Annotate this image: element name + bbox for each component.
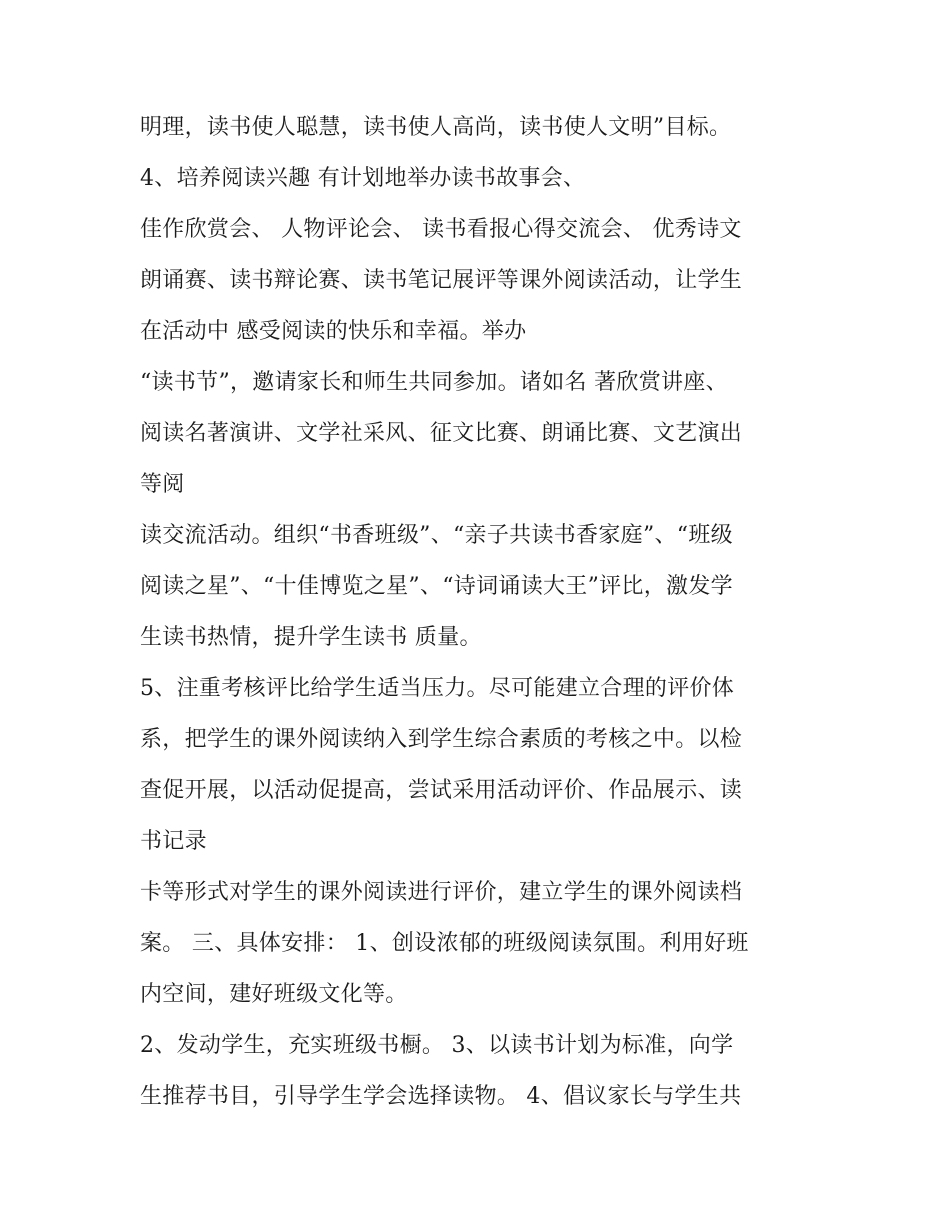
document-body — [140, 109, 820, 1129]
text-line: 阅读名著演讲、文学社采风、征文比赛、朗诵比赛、文艺演出 — [140, 421, 743, 446]
text-line: 4、培养阅读兴趣 有计划地举办读书故事会、 — [140, 166, 586, 191]
text-line: 读交流活动。组织“书香班级”、“亲子共读书香家庭”、“班级 — [140, 523, 733, 548]
text-line: 内空间，建好班级文化等。 — [140, 982, 408, 1007]
text-line: 明理，读书使人聪慧，读书使人高尚，读书使人文明”目标。 — [140, 115, 732, 140]
text-line: 查促开展，以活动促提高，尝试采用活动评价、作品展示、读 — [140, 778, 743, 803]
text-line: 佳作欣赏会、 人物评论会、 读书看报心得交流会、 优秀诗文 — [140, 217, 742, 242]
text-line: 生读书热情，提升学生读书 质量。 — [140, 625, 482, 650]
text-line: 在活动中 感受阅读的快乐和幸福。举办 — [140, 319, 527, 344]
text-line: 等阅 — [140, 472, 185, 497]
text-line: 2、发动学生，充实班级书橱。 3、以读书计划为标准，向学 — [140, 1033, 734, 1058]
text-line: 书记录 — [140, 829, 207, 854]
text-line: 案。 三、具体安排： 1、创设浓郁的班级阅读氛围。利用好班 — [140, 931, 749, 956]
text-line: 生推荐书目，引导学生学会选择读物。 4、倡议家长与学生共 — [140, 1084, 742, 1109]
text-line: “读书节”，邀请家长和师生共同参加。诸如名 著欣赏讲座、 — [140, 370, 728, 395]
text-line: 阅读之星”、“十佳博览之星”、“诗词诵读大王”评比，激发学 — [140, 574, 733, 599]
text-line: 5、注重考核评比给学生适当压力。尽可能建立合理的评价体 — [140, 676, 735, 701]
text-line: 卡等形式对学生的课外阅读进行评价，建立学生的课外阅读档 — [140, 880, 743, 905]
text-line: 系，把学生的课外阅读纳入到学生综合素质的考核之中。以检 — [140, 727, 743, 752]
text-line: 朗诵赛、读书辩论赛、读书笔记展评等课外阅读活动，让学生 — [140, 268, 743, 293]
